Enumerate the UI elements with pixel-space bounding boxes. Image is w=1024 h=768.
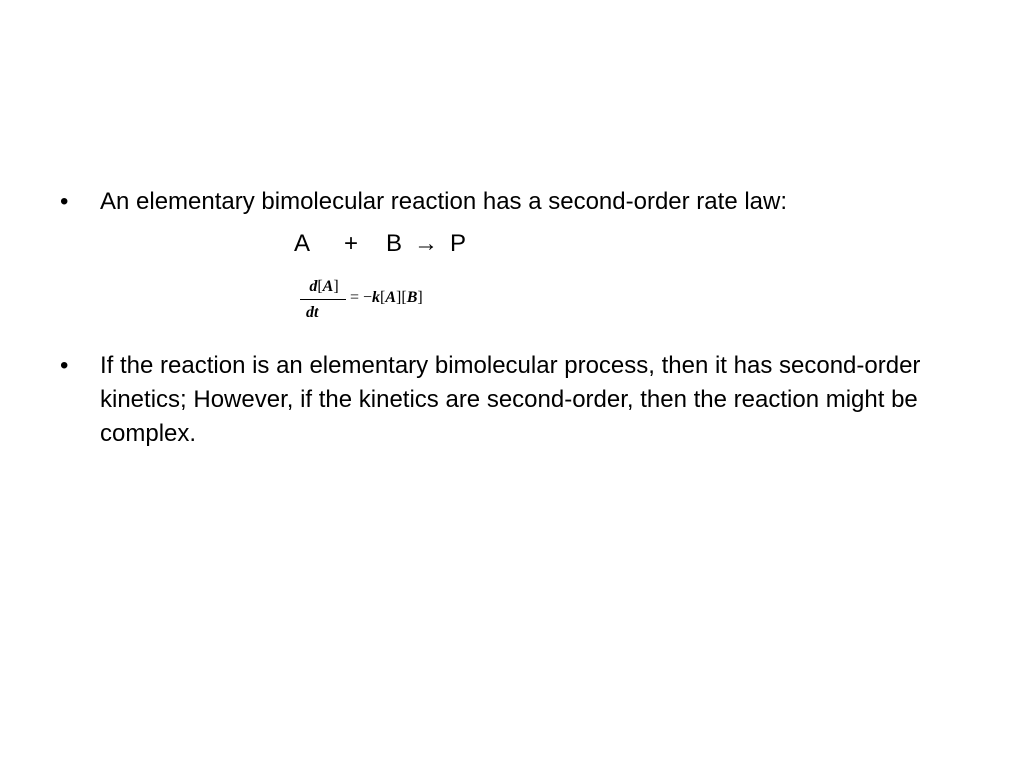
reaction-arrow: → [414,230,439,257]
fraction-numerator [300,276,348,298]
species-a: A [385,289,397,306]
bracket2-open: [ [401,289,407,306]
equals-minus: = − [350,289,373,306]
reactant-b: B [386,230,403,257]
rate-law-rhs [350,289,423,307]
plus-sign: + [344,230,359,257]
bullet-marker: • [60,188,69,215]
product-p: P [450,230,467,257]
species-b: B [406,289,418,306]
bullet-text-kinetics-note: If the reaction is an elementary bimolecular process, then it has second-order kinetics; However, if the kinetics are second-order, then the reaction might be complex. [100,352,921,447]
numerator-close-bracket: ] [333,278,339,295]
bullet-text-rate-law-intro: An elementary bimolecular reaction has a second-order rate law: [100,188,788,215]
bracket1-open: [ [380,289,386,306]
reactant-a: A [294,230,311,257]
numerator-open-bracket: [ [317,278,323,295]
fraction-denominator: dt [306,304,319,321]
fraction-bar [300,299,346,300]
derivative-fraction [300,276,348,324]
rate-constant: k [372,289,381,306]
bracket2-close: ] [417,289,423,306]
reaction-equation [294,227,466,261]
bracket1-close: ] [396,289,402,306]
bullet-marker: • [60,352,69,379]
numerator-d: d [309,278,318,295]
numerator-species: A [322,278,334,295]
